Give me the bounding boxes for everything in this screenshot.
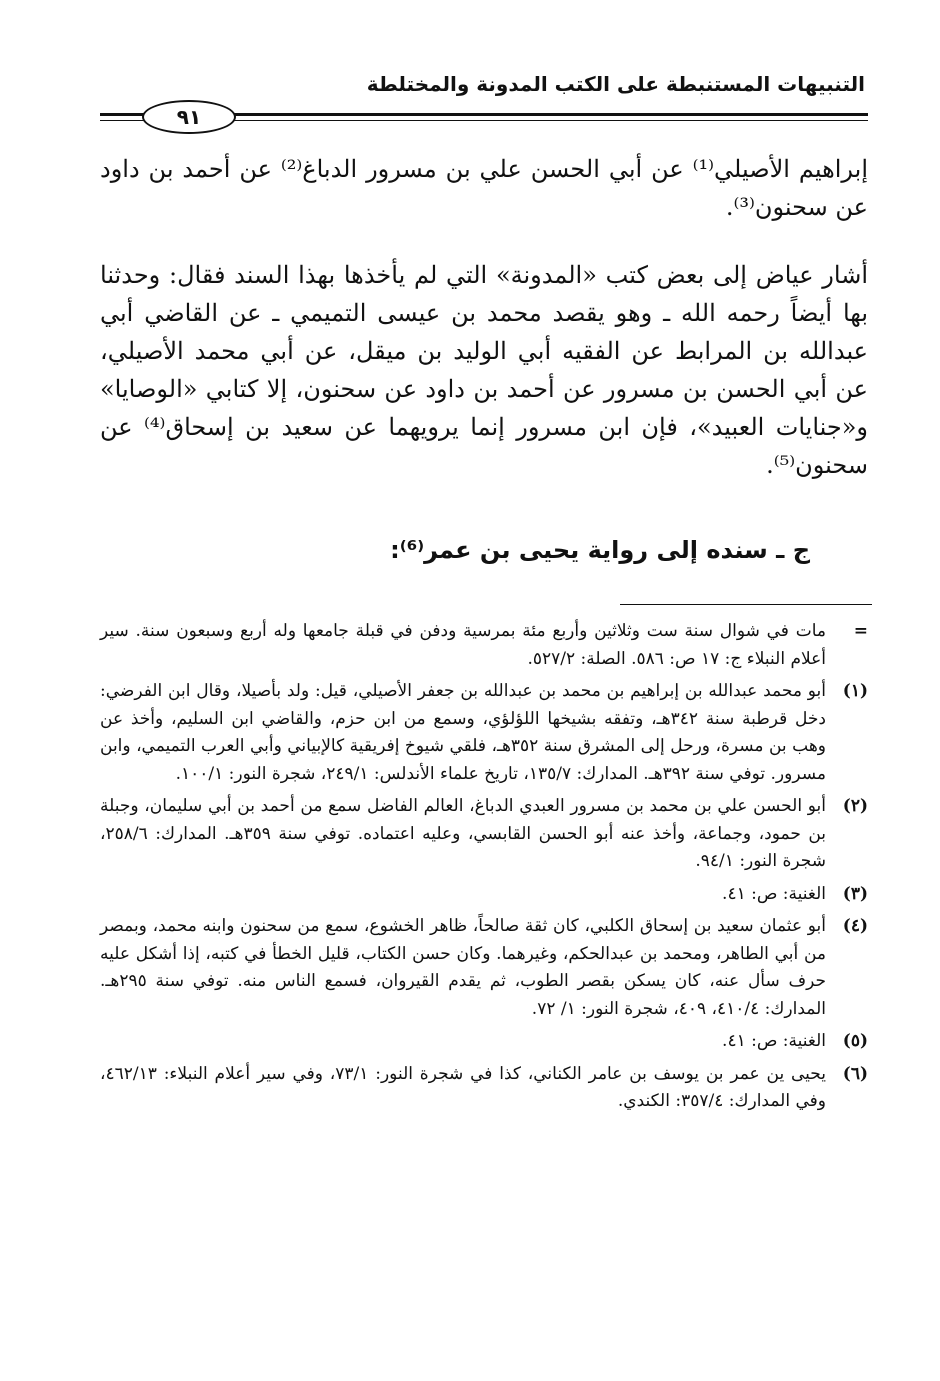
footnote-text: يحيى ين عمر بن يوسف بن عامر الكناني، كذا في شجرة النور: ٧٣/١، وفي سير أعلام النبلاء: ٤٦٢/١٣، وفي المدارك: ٣٥٧/٤: الكندي. [100, 1063, 826, 1111]
footnote-marker: = [853, 621, 868, 641]
footnote-3 [100, 881, 868, 909]
footnote-6 [100, 1061, 868, 1116]
footnote-text: مات في شوال سنة ست وثلاثين وأربع مئة بمرسية ودفن في قبلة جامعها وله أربع وسبعون سنة. سير أعلام النبلاء ج: ١٧ ص: ٥٨٦. الصلة: ٥٢٧/٢. [100, 621, 826, 669]
footnote-text: الغنية: ص: ٤١. [722, 1031, 826, 1051]
footnote-text: أبو عثمان سعيد بن إسحاق الكلبي، كان ثقة صالحاً، ظاهر الخشوع، سمع من سحنون وابنه محمد، وبمصر من أبي الطاهر، ومحمد بن عبدالحكم، وغيرهما. وكان حسن الكتاب، قليل الخطأ في كتبه، إذا أشكل عليه حرف سأل عنه، كان يسكن بقصر الطوب، ثم يقدم القيروان، فسمع الناس منه. توفي سنة ٢٩٥هـ. المدارك: ٤١٠/٤، ٤٠٩، شجرة النور: ١/ ٧٢. [100, 916, 826, 1019]
paragraph-1-block [100, 150, 868, 226]
footnote-marker: (٥) [842, 1031, 868, 1051]
footnote-2 [100, 793, 868, 876]
paragraph-2: أشار عياض إلى بعض كتب «المدونة» التي لم يأخذها بهذا السند فقال: وحدثنا بها أيضاً رحمه الله ـ وهو يقصد محمد بن عيسى التميمي ـ عن القاضي أبي عبدالله بن المرابط عن الفقيه أبي الوليد بن ميقل، عن أبي محمد الأصيلي، عن أبي الحسن بن مسرور عن أحمد بن داود عن سحنون، إلا كتابي «الوصايا» و«جنايات العبيد»، فإن ابن مسرور إنما يرويهما عن سعيد بن إسحاق⁽⁴⁾ عن سحنون⁽⁵⁾. [100, 261, 869, 479]
footnote-text: أبو محمد عبدالله بن إبراهيم بن محمد بن عبدالله بن جعفر الأصيلي، قيل: ولد بأصيلا، وقال ابن الفرضي: دخل قرطبة سنة ٣٤٢هـ، وتفقه بشيخها اللؤلؤي، وسمع من ابن حزم، والقاضي ابن السليم، وأخذ عن وهب بن مسرة، ورحل إلى المشرق سنة ٣٥٢هـ، فلقي شيوخ إفريقية كالإبياني وأبي العرب التميمي، وابن مسرور. توفي سنة ٣٩٢هـ. المدارك: ١٣٥/٧، تاريخ علماء الأندلس: ٢٤٩/١، شجرة النور: ١٠٠/١. [100, 681, 826, 784]
footnote-text: أبو الحسن علي بن محمد بن مسرور العبدي الدباغ، العالم الفاضل سمع من أحمد بن أبي سليمان، وجبلة بن حمود، وجماعة، وأخذ عنه أبو الحسن القابسي، وعليه اعتماده. توفي سنة ٣٥٩هـ. المدارك: ٢٥٨/٦، شجرة النور: ٩٤/١. [100, 796, 827, 871]
footnote-marker: (٤) [842, 916, 868, 936]
running-header-title: التنبيهات المستنبطة على الكتب المدونة والمختلطة [366, 72, 865, 96]
footnote-separator [620, 604, 872, 605]
footnote-1 [100, 678, 868, 788]
footnote-5 [100, 1028, 868, 1056]
footnote-marker: (٣) [842, 883, 868, 904]
paragraph-2-block [100, 256, 868, 484]
footnote-marker: (٢) [842, 796, 868, 816]
page-number-badge: ٩١ [142, 100, 236, 134]
footnotes [100, 618, 868, 1121]
footnote-text: الغنية: ص: ٤١. [722, 883, 826, 904]
section-heading: ج ـ سنده إلى رواية يحيى بن عمر⁽⁶⁾: [390, 536, 810, 564]
paragraph-1: إبراهيم الأصيلي⁽¹⁾ عن أبي الحسن علي بن مسرور الدباغ⁽²⁾ عن أحمد بن داود عن سحنون⁽³⁾. [100, 155, 868, 221]
footnote-continuation [100, 618, 868, 673]
footnote-4 [100, 913, 868, 1023]
footnote-marker: (١) [842, 681, 868, 701]
footnote-marker: (٦) [842, 1063, 868, 1084]
